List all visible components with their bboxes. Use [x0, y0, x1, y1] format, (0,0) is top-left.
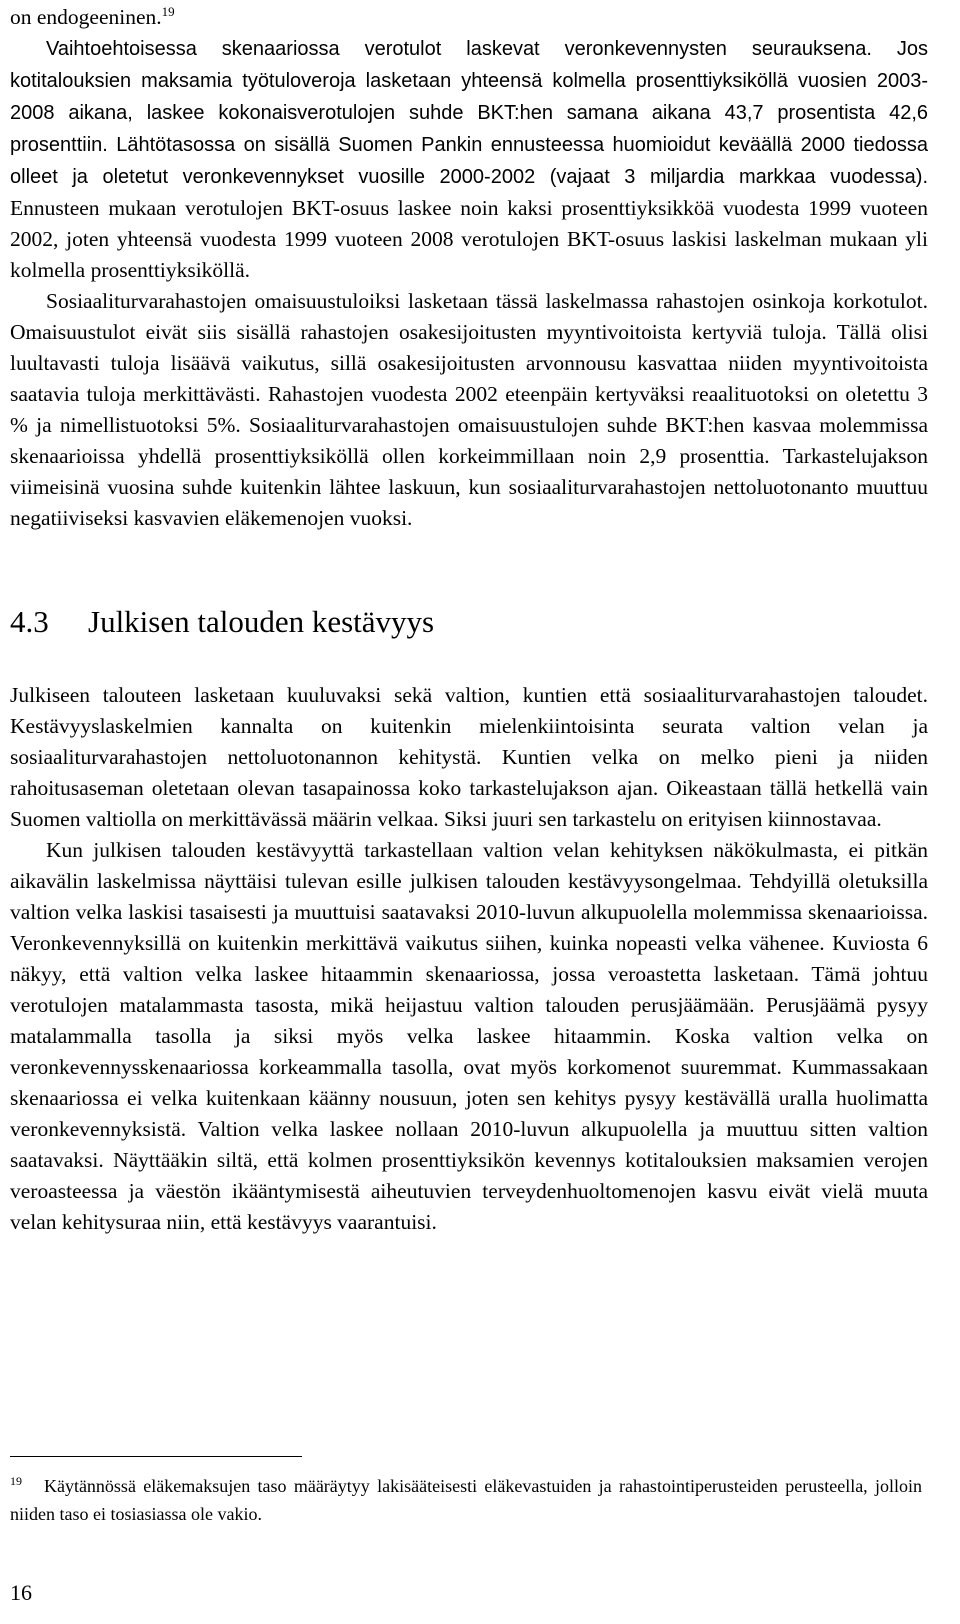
paragraph-verotulot: [10, 33, 928, 286]
continuation-text: on endogeeninen.: [10, 5, 162, 29]
footnote: [10, 1472, 922, 1528]
footnote-reference: 19: [161, 3, 175, 19]
paragraph-verotulot-sans-part: Vaihtoehtoisessa skenaariossa verotulot laskevat veronkevennysten seurauksena. Jos kotitalouksien maksamia työtuloveroja lasketaan yhteensä kolmella prosenttiyksiköllä vuosien 2003-2008 aikana, laskee kokonaisverotulojen suhde BKT:hen samana aikana 43,7 prosentista 42,6 prosenttiin. Lähtötasossa on sisällä Suomen Pankin ennusteessa huomioidut keväällä 2000 tiedossa olleet ja oletetut veronkevennykset vuosille 2000-2002 (vajaat 3 miljardia markkaa vuodessa).: [10, 38, 928, 188]
paragraph-julkinen-talous: Julkiseen talouteen lasketaan kuuluvaksi sekä valtion, kuntien että sosiaaliturvarahastojen taloudet. Kestävyyslaskelmien kannalta on kuitenkin mielenkiintoisinta seurata valtion velan ja sosiaaliturvarahastojen nettoluotonannon kehitystä. Kuntien velka on melko pieni ja niiden rahoitusaseman oletetaan olevan tasapainossa koko tarkastelujakson ajan. Oikeastaan tällä hetkellä vain Suomen valtiolla on merkittävässä määrin velkaa. Siksi juuri sen tarkastelu on erityisen kiinnostavaa.: [10, 683, 928, 831]
section-title: Julkisen talouden kestävyys: [88, 604, 435, 639]
document-page: [10, 0, 928, 534]
paragraph-valtion-velka: Kun julkisen talouden kestävyyttä tarkastellaan valtion velan kehityksen näkökulmasta, ei pitkän aikavälin laskelmissa näyttäisi tulevan esille julkisen talouden kestävyysongelmaa. Tehdyillä oletuksilla valtion velka laskisi tasaisesti ja muuttuisi saatavaksi 2010-luvun alkupuolella molemmissa skenaarioissa. Veronkevennyksillä on kuitenkin merkittävä vaikutus siihen, kuinka nopeasti velka vähenee. Kuviosta 6 näkyy, että valtion velka laskee hitaammin skenaariossa, jossa veroastetta lasketaan. Tämä johtuu verotulojen matalammasta tasosta, mikä heijastuu valtion talouden perusjäämään. Perusjäämä pysyy matalammalla tasolla ja siksi myös velka laskee hitaammin. Koska valtion velka on veronkevennysskenaariossa korkeammalla tasolla, ovat myös korkomenot suuremmat. Kummassakaan skenaariossa ei velka kuitenkaan käänny nousuun, joten sen kehitys pysyy kestävällä uralla huolimatta veronkevennyksistä. Valtion velka laskee nollaan 2010-luvun alkupuolella ja muuttuu sitten valtion saatavaksi. Näyttääkin siltä, että kolmen prosenttiyksikön kevennys kotitalouksien maksamien verojen veroasteessa ja väestön ikääntymisestä aiheutuvien terveydenhuoltomenojen kasvu eivät vielä muuta velan kehitysuraa niin, että kestävyys vaarantuisi.: [10, 838, 928, 1234]
section-heading: [10, 602, 434, 642]
footnote-text: Käytännössä eläkemaksujen taso määräytyy lakisääteisesti eläkevastuiden ja rahastointiperusteiden perusteella, jolloin niiden taso ei tosiasiassa ole vakio.: [10, 1476, 923, 1524]
section-number: 4.3: [10, 604, 49, 639]
paragraph-verotulot-serif-part: Ennusteen mukaan verotulojen BKT-osuus laskee noin kaksi prosenttiyksikköä vuodesta 1999 vuoteen 2002, joten yhteensä vuodesta 1999 vuoteen 2008 verotulojen BKT-osuus laskisi laskelman mukaan yli kolmella prosenttiyksiköllä.: [10, 196, 928, 282]
footnote-divider: [10, 1456, 302, 1457]
section-body: [10, 680, 928, 1238]
footnote-number: 19: [10, 1474, 22, 1488]
page-number: 16: [10, 1580, 32, 1605]
continuation-line: [10, 2, 928, 33]
paragraph-omaisuustulot: Sosiaaliturvarahastojen omaisuustuloiksi lasketaan tässä laskelmassa rahastojen osinkoja korkotulot. Omaisuustulot eivät siis sisällä rahastojen osakesijoitusten myyntivoitoista kertyviä tuloja. Tällä olisi luultavasti tuloja lisäävä vaikutus, sillä osakesijoitusten arvonnousu kasvattaa niiden myyntivoitoista saatavia tuloja merkittävästi. Rahastojen vuodesta 2002 eteenpäin kertyväksi reaalituotoksi on oletettu 3 % ja nimellistuotoksi 5%. Sosiaaliturvarahastojen omaisuustulojen suhde BKT:hen kasvaa molemmissa skenaarioissa yhdellä prosenttiyksiköllä ollen korkeimmillaan noin 2,9 prosenttia. Tarkastelujakson viimeisinä vuosina suhde kuitenkin lähtee laskuun, kun sosiaaliturvarahastojen nettoluotonanto muuttuu negatiiviseksi kasvavien eläkemenojen vuoksi.: [10, 289, 928, 530]
